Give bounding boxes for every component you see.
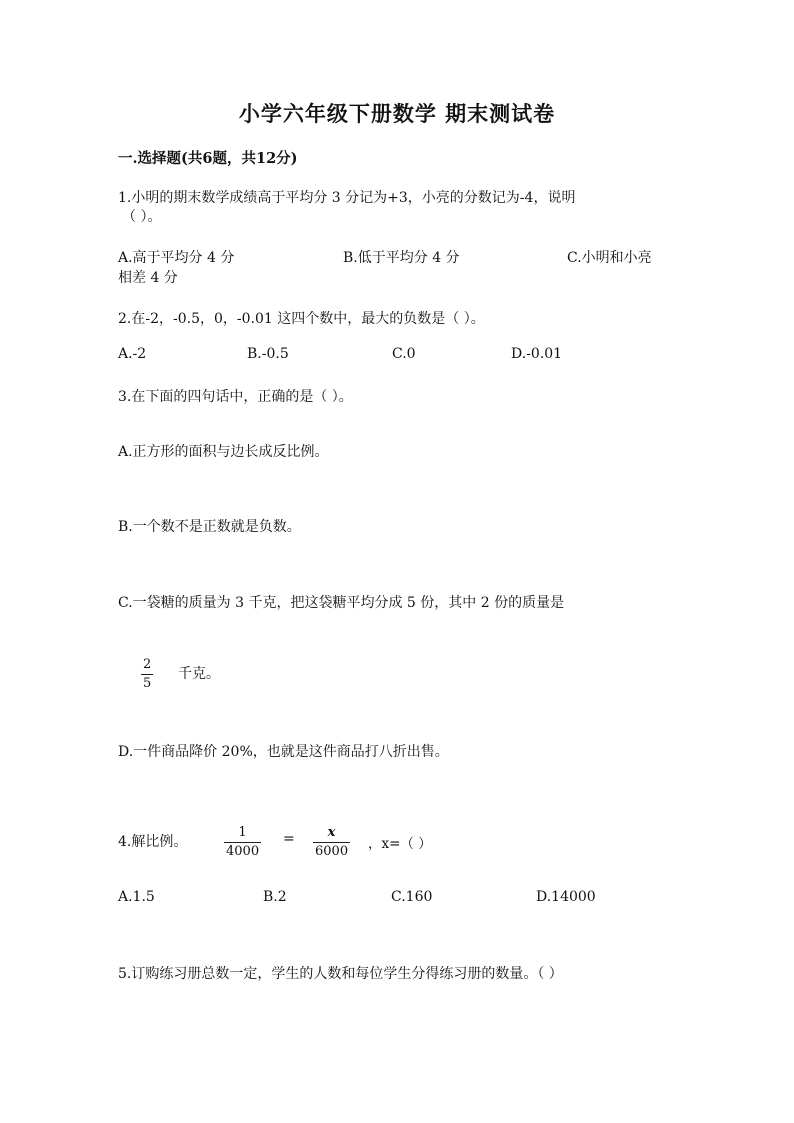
page-title: 小学六年级下册数学 期末测试卷 [238, 101, 556, 126]
q3-fraction [141, 657, 153, 692]
q4-fraction-right-denominator: 6000 [315, 844, 349, 859]
section-heading: 一.选择题(共6题，共12分) [118, 150, 298, 167]
q4-fraction-left-numerator: 1 [238, 825, 247, 840]
q4-fraction-left-bar [224, 842, 261, 843]
q1-option-a: A.高于平均分 4 分 [118, 250, 235, 266]
q4-fraction-right [313, 825, 350, 860]
q4-option-a: A.1.5 [118, 889, 155, 905]
q3-fraction-bar [141, 674, 153, 675]
q4-fraction-right-numerator: x [327, 825, 336, 840]
q3-stem: 3.在下面的四句话中，正确的是（ ）。 [118, 389, 353, 405]
q2-option-a: A.-2 [118, 346, 147, 362]
q3-option-a: A.正方形的面积与边长成反比例。 [118, 444, 329, 460]
q4-answer-blank: ，x=（ ） [368, 836, 432, 852]
q3-option-d: D.一件商品降价 20%，也就是这件商品打八折出售。 [118, 744, 449, 760]
q4-fraction-left [224, 825, 261, 860]
q3-fraction-denominator: 5 [143, 676, 152, 691]
q3-option-c: C.一袋糖的质量为 3 千克，把这袋糖平均分成 5 份，其中 2 份的质量是 [118, 595, 565, 611]
q4-fraction-right-bar [313, 842, 350, 843]
q1-stem-line1: 1.小明的期末数学成绩高于平均分 3 分记为+3，小亮的分数记为-4，说明 [118, 190, 576, 206]
q5-stem: 5.订购练习册总数一定，学生的人数和每位学生分得练习册的数量。（ ） [118, 966, 563, 982]
q4-stem: 4.解比例。 [118, 834, 188, 850]
q2-option-d: D.-0.01 [511, 346, 563, 362]
q3-option-b: B.一个数不是正数就是负数。 [118, 519, 301, 535]
q2-stem: 2.在-2，-0.5，0，-0.01 这四个数中，最大的负数是（ ）。 [118, 311, 485, 327]
q4-equals-sign: = [283, 831, 295, 847]
q4-option-d: D.14000 [536, 889, 596, 905]
q1-option-c: C.小明和小亮 [567, 250, 652, 266]
q4-option-b: B.2 [263, 889, 287, 905]
q4-option-c: C.160 [391, 889, 433, 905]
q1-option-c-continued: 相差 4 分 [118, 270, 178, 286]
q3-fraction-numerator: 2 [143, 657, 152, 672]
q1-option-b: B.低于平均分 4 分 [343, 250, 460, 266]
q3-option-c-unit: 千克。 [178, 666, 220, 682]
q4-fraction-left-denominator: 4000 [226, 844, 260, 859]
q2-option-b: B.-0.5 [247, 346, 289, 362]
q1-stem-line2: （ ）。 [122, 209, 162, 225]
q2-option-c: C.0 [392, 346, 416, 362]
